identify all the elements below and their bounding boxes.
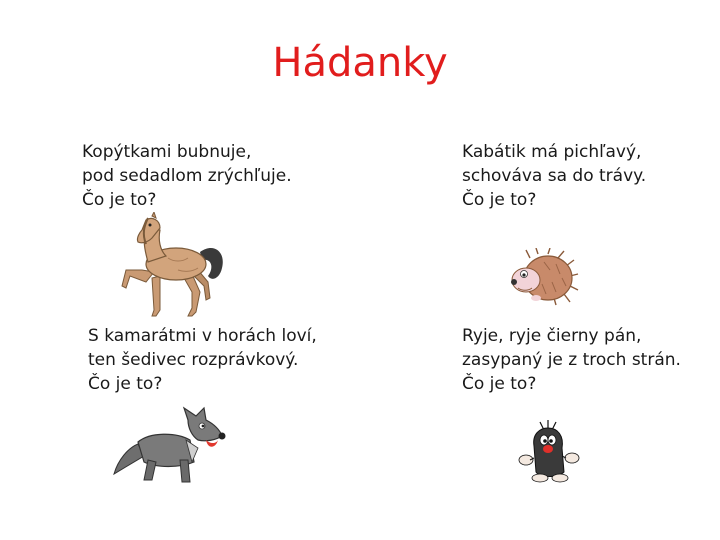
riddle-horse [82,140,292,212]
page-title: Hádanky [272,40,448,86]
riddle-line: ten šedivec rozprávkový. [88,350,299,370]
riddle-line: Čo je to? [88,374,163,394]
riddle-line: S kamarátmi v horách loví, [88,326,317,346]
riddle-line: Čo je to? [462,190,537,210]
horse-picture [108,212,230,318]
riddle-line: Kopýtkami bubnuje, [82,142,252,162]
riddle-line: pod sedadlom zrýchľuje. [82,166,292,186]
riddle-line: Čo je to? [82,190,157,210]
riddle-line: Kabátik má pichľavý, [462,142,642,162]
riddle-wolf [88,324,317,396]
riddle-line: zasypaný je z troch strán. [462,350,681,370]
riddle-line: schováva sa do trávy. [462,166,647,186]
hedgehog-picture [508,248,580,306]
riddle-line: Ryje, ryje čierny pán, [462,326,642,346]
riddle-mole [462,324,681,396]
wolf-picture [110,404,232,486]
riddle-line: Čo je to? [462,374,537,394]
riddle-hedgehog [462,140,646,212]
mole-picture [514,420,586,486]
